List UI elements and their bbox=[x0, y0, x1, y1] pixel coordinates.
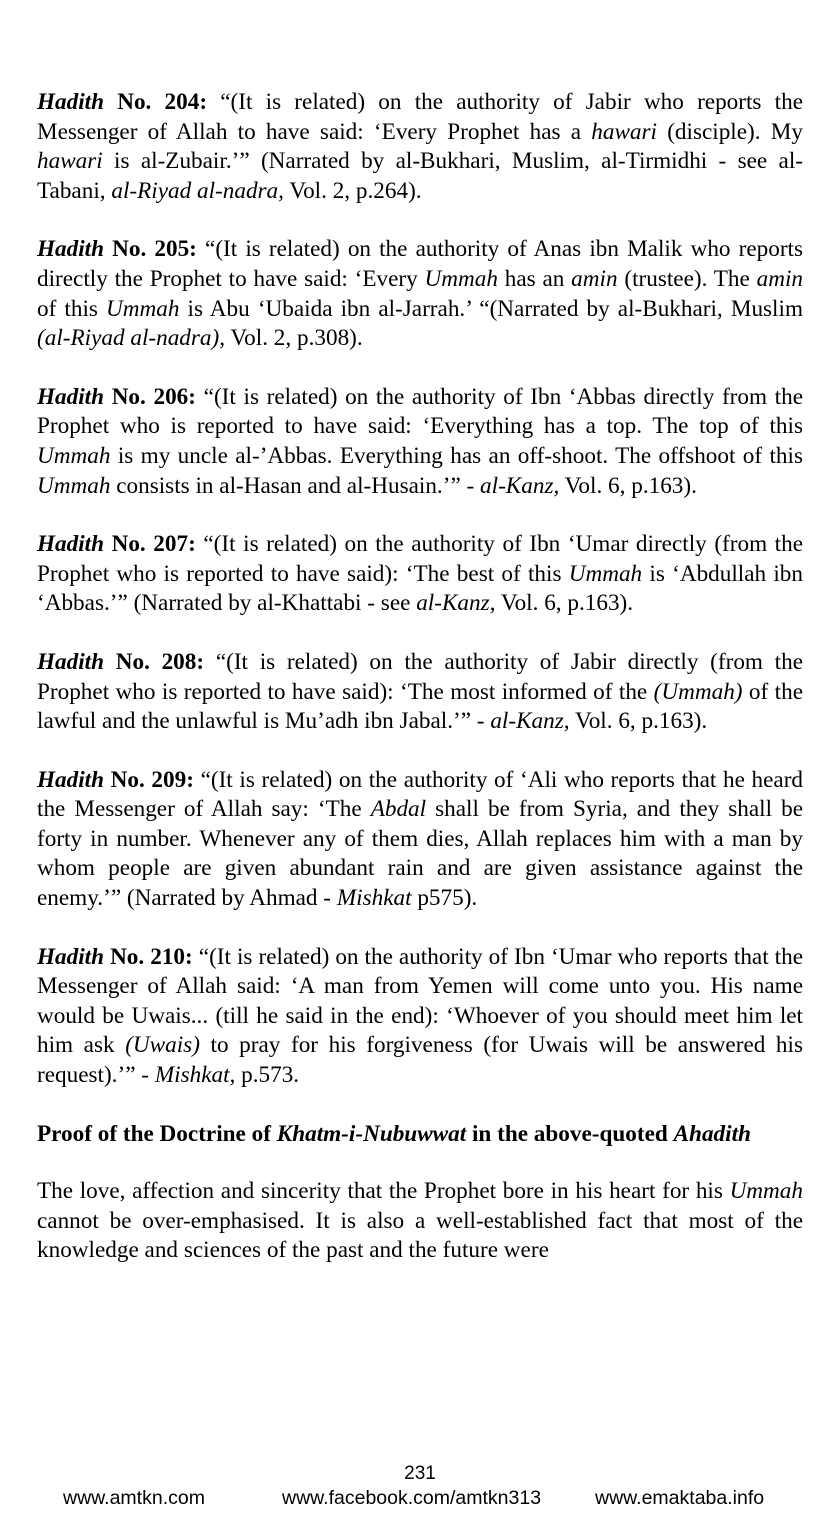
text-run: “(It is related) on the authority of Ibn ‘Umar who reports that the Messenger of Allah said: ‘A man from Yemen will come unto you. His name would be Uwais... (till he said in the end): ‘Whoever of you should meet him let him ask bbox=[37, 943, 804, 1059]
heading-tail: Ahadith bbox=[673, 1120, 751, 1147]
heading-text-2: in the above-quoted bbox=[466, 1120, 674, 1147]
italic-term: Mishkat bbox=[336, 885, 412, 912]
text-run: Vol. 6, p.163). bbox=[559, 472, 697, 499]
italic-term: Abdal bbox=[370, 796, 427, 823]
italic-term: hawari bbox=[37, 148, 103, 175]
text-run: p575). bbox=[411, 885, 478, 912]
text-run: Vol. 2, p.264). bbox=[283, 177, 422, 204]
italic-term: Ummah bbox=[568, 560, 643, 587]
hadith-number: No. 206: bbox=[111, 383, 196, 410]
text-run: The love, affection and sincerity that the Prophet bore in his heart for his bbox=[37, 1178, 730, 1205]
italic-term: amin bbox=[571, 265, 618, 292]
text-run: Vol. 6, p.163). bbox=[569, 708, 708, 735]
heading-text: Proof of the Doctrine of bbox=[37, 1120, 277, 1147]
italic-term: hawari bbox=[591, 118, 657, 145]
section-heading bbox=[37, 1120, 803, 1150]
footer-link-center[interactable]: www.facebook.com/amtkn313 bbox=[282, 1487, 542, 1509]
italic-term: (Uwais) bbox=[125, 1032, 200, 1059]
italic-term: Ummah bbox=[37, 442, 111, 469]
hadith-label: Hadith bbox=[37, 766, 105, 793]
text-run: “(It is related) on the authority of Jabir who reports the Messenger of Allah to have said: ‘Every Prophet has a bbox=[37, 89, 803, 145]
text-run: is Abu ‘Ubaida ibn al-Jarrah.’ “(Narrated by al-Bukhari, Muslim bbox=[179, 295, 803, 322]
hadith-number: No. 209: bbox=[110, 766, 194, 793]
italic-term: al-Kanz, bbox=[490, 708, 570, 735]
hadith-paragraph bbox=[37, 530, 803, 619]
italic-term: al-Kanz, bbox=[480, 472, 560, 499]
text-run: to pray for his forgiveness (for Uwais will be answered his request).’” - bbox=[37, 1032, 803, 1089]
hadith-number: No. 205: bbox=[112, 236, 197, 263]
text-run: “(It is related) on the authority of Ibn ‘Umar directly (from the Prophet who is reported to have said): ‘The best of this bbox=[37, 531, 804, 587]
text-run: Vol. 6, p.163). bbox=[495, 590, 634, 617]
hadith-number: No. 207: bbox=[111, 531, 196, 558]
text-run: of the lawful and the unlawful is Mu’adh ibn Jabal.’” - bbox=[37, 678, 803, 735]
text-run: “(It is related) on the authority of Anas ibn Malik who reports directly the Prophet to have said: ‘Every bbox=[37, 236, 804, 292]
footer-link-left[interactable]: www.amtkn.com bbox=[63, 1487, 205, 1509]
text-run: p.573. bbox=[235, 1062, 300, 1089]
hadith-paragraph bbox=[37, 648, 803, 737]
italic-term: al-Kanz, bbox=[416, 590, 496, 617]
italic-term: Mishkat, bbox=[154, 1062, 236, 1089]
hadith-label: Hadith bbox=[37, 236, 105, 263]
italic-term: Ummah bbox=[37, 472, 111, 499]
text-run: Vol. 2, p.308). bbox=[225, 325, 363, 352]
hadith-paragraph bbox=[37, 383, 803, 501]
text-run: “(It is related) on the authority of ‘Ali who reports that he heard the Messenger of Allah say: ‘The bbox=[37, 766, 804, 823]
page-body bbox=[37, 88, 803, 1266]
text-run: is my uncle al-’Abbas. Everything has an off-shoot. The offshoot of this bbox=[110, 442, 803, 469]
hadith-number: No. 208: bbox=[115, 648, 205, 675]
heading-emphasis: Khatm-i-Nubuwwat bbox=[276, 1120, 467, 1147]
italic-term: (Ummah) bbox=[653, 678, 743, 705]
hadith-label: Hadith bbox=[37, 531, 105, 558]
hadith-label: Hadith bbox=[37, 89, 105, 115]
page-number: 231 bbox=[404, 1463, 436, 1484]
text-run: is al-Zubair.’” (Narrated by al-Bukhari, Muslim, al-Tirmidhi - see al-Tabani, bbox=[37, 148, 803, 204]
text-run: consists in al-Hasan and al-Husain.’” - bbox=[110, 472, 481, 499]
text-run: shall be from Syria, and they shall be forty in number. Whenever any of them dies, Allah replaces him with a man by whom people are given abundant rain and are given assistance against the enemy.’” (Narrated by Ahmad - bbox=[37, 796, 803, 912]
text-run: (trustee). The bbox=[617, 265, 757, 292]
hadith-paragraph bbox=[37, 943, 803, 1091]
hadith-paragraph bbox=[37, 235, 803, 353]
hadith-label: Hadith bbox=[37, 383, 105, 410]
text-run: “(It is related) on the authority of Jabir directly (from the Prophet who is reported to have said): ‘The most informed of the bbox=[37, 648, 803, 705]
italic-term: al-Riyad al-nadra, bbox=[111, 177, 284, 204]
closing-paragraph bbox=[37, 1177, 803, 1266]
text-run: of this bbox=[37, 295, 106, 322]
text-run: (disciple). My bbox=[656, 118, 803, 145]
hadith-number: No. 210: bbox=[110, 943, 193, 970]
italic-term: (al-Riyad al-nadra), bbox=[37, 325, 226, 352]
hadith-label: Hadith bbox=[37, 943, 105, 970]
text-run: is ‘Abdullah ibn ‘Abbas.’” (Narrated by al-Khattabi - see bbox=[37, 560, 803, 617]
hadith-number: No. 204: bbox=[117, 89, 208, 115]
italic-term: Ummah bbox=[424, 265, 498, 292]
footer-link-right[interactable]: www.emaktaba.info bbox=[595, 1487, 765, 1509]
italic-term: Ummah bbox=[106, 295, 180, 322]
hadith-list bbox=[37, 88, 803, 1091]
italic-term: amin bbox=[756, 265, 803, 292]
hadith-paragraph bbox=[37, 88, 803, 206]
hadith-label: Hadith bbox=[37, 648, 105, 675]
text-run: cannot be over-emphasised. It is also a well-established fact that most of the knowledge and sciences of the past and the future were bbox=[37, 1207, 803, 1264]
italic-term: Ummah bbox=[729, 1178, 803, 1205]
hadith-paragraph bbox=[37, 766, 803, 914]
text-run: has an bbox=[497, 265, 572, 292]
text-run: “(It is related) on the authority of Ibn ‘Abbas directly from the Prophet who is reported to have said: ‘Everything has a top. The top of this bbox=[37, 383, 804, 440]
